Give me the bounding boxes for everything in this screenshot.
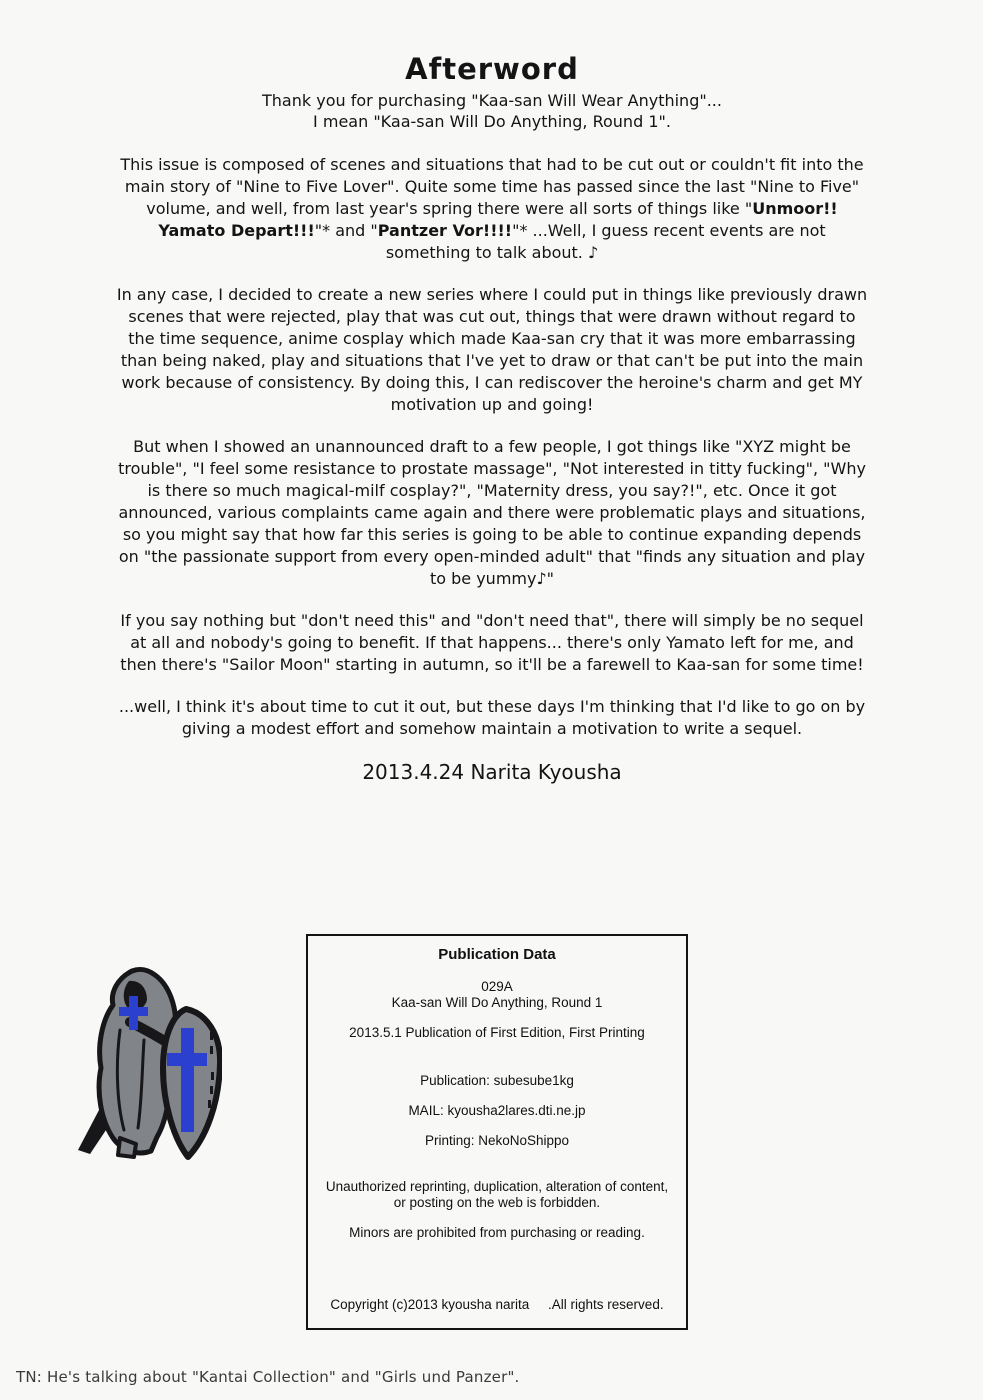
afterword-paragraph-3: But when I showed an unannounced draft to a few people, I got things like "XYZ might be trouble", "I feel some resistance to prostate massage", "Not interested in titty fucking", "Why is there so much magical-milf cosplay?", "Maternity dress, you say?!", etc. Once it got announced, various complaints came again and there were problematic plays and situations, so you might say that how far this series is going to be able to continue expanding depends on "the passionate support from every open-minded adult" that "finds any situation and play to be yummy♪" [118, 437, 866, 588]
book-title: Kaa-san Will Do Anything, Round 1 [391, 995, 603, 1010]
afterword-paragraph-4: If you say nothing but "don't need this" and "don't need that", there will simply be no sequel at all and nobody's going to benefit. If that happens... there's only Yamato left for me, and then there's "Sailor Moon" starting in autumn, so it'll be a farewell to Kaa-san for some time! [120, 611, 864, 674]
intro-line-2: I mean "Kaa-san Will Do Anything, Round 1". [313, 112, 671, 131]
copyright-notice: Copyright (c)2013 kyousha narita .All rights reserved. [330, 1297, 664, 1312]
afterword-paragraph-5: ...well, I think it's about time to cut it out, but these days I'm thinking that I'd like to go on by giving a modest effort and somehow maintain a motivation to write a sequel. [118, 697, 866, 738]
warning-line-2: or posting on the web is forbidden. [393, 1195, 601, 1210]
publication-data-box [306, 934, 688, 1330]
intro-block [116, 90, 868, 132]
mail-address: MAIL: kyousha2lares.dti.ne.jp [408, 1103, 586, 1118]
afterword-paragraph-2: In any case, I decided to create a new series where I could put in things like previously drawn scenes that were rejected, play that was cut out, things that were drawn without regard to the time sequence, anime cosplay which made Kaa-san cry that it was more embarrassing than being naked, play and situations that I've yet to draw or that can't be put into the main work because of consistency. By doing this, I can rediscover the heroine's charm and get MY motivation up and going! [116, 285, 868, 414]
publication-code: 029A [481, 979, 513, 994]
author-signature: 2013.4.24 Narita Kyousha [362, 760, 622, 784]
minors-warning: Minors are prohibited from purchasing or reading. [349, 1225, 645, 1240]
intro-line-1: Thank you for purchasing "Kaa-san Will Wear Anything"... [262, 91, 722, 110]
translator-note: TN: He's talking about "Kantai Collection" and "Girls und Panzer". [16, 1368, 520, 1386]
afterword-paragraph-1: This issue is composed of scenes and situations that had to be cut out or couldn't fit into the main story of "Nine to Five Lover". Quite some time has passed since the last "Nine to Five" volume, and well, from last year's spring there were all sorts of things like "Unmoor!! Yamato Depart!!!"* and "Pantzer Vor!!!!"* ...Well, I guess recent events are not something to talk about. ♪ [120, 155, 864, 262]
publication-box-title: Publication Data [438, 946, 556, 963]
warning-line-1: Unauthorized reprinting, duplication, alteration of content, [325, 1179, 669, 1194]
afterword-text-column [116, 52, 868, 784]
knight-illustration [72, 960, 222, 1160]
printing-company: Printing: NekoNoShippo [424, 1133, 570, 1148]
publication-circle: Publication: subesube1kg [420, 1073, 574, 1088]
page-title: Afterword [405, 52, 579, 86]
edition-info: 2013.5.1 Publication of First Edition, First Printing [349, 1025, 645, 1040]
